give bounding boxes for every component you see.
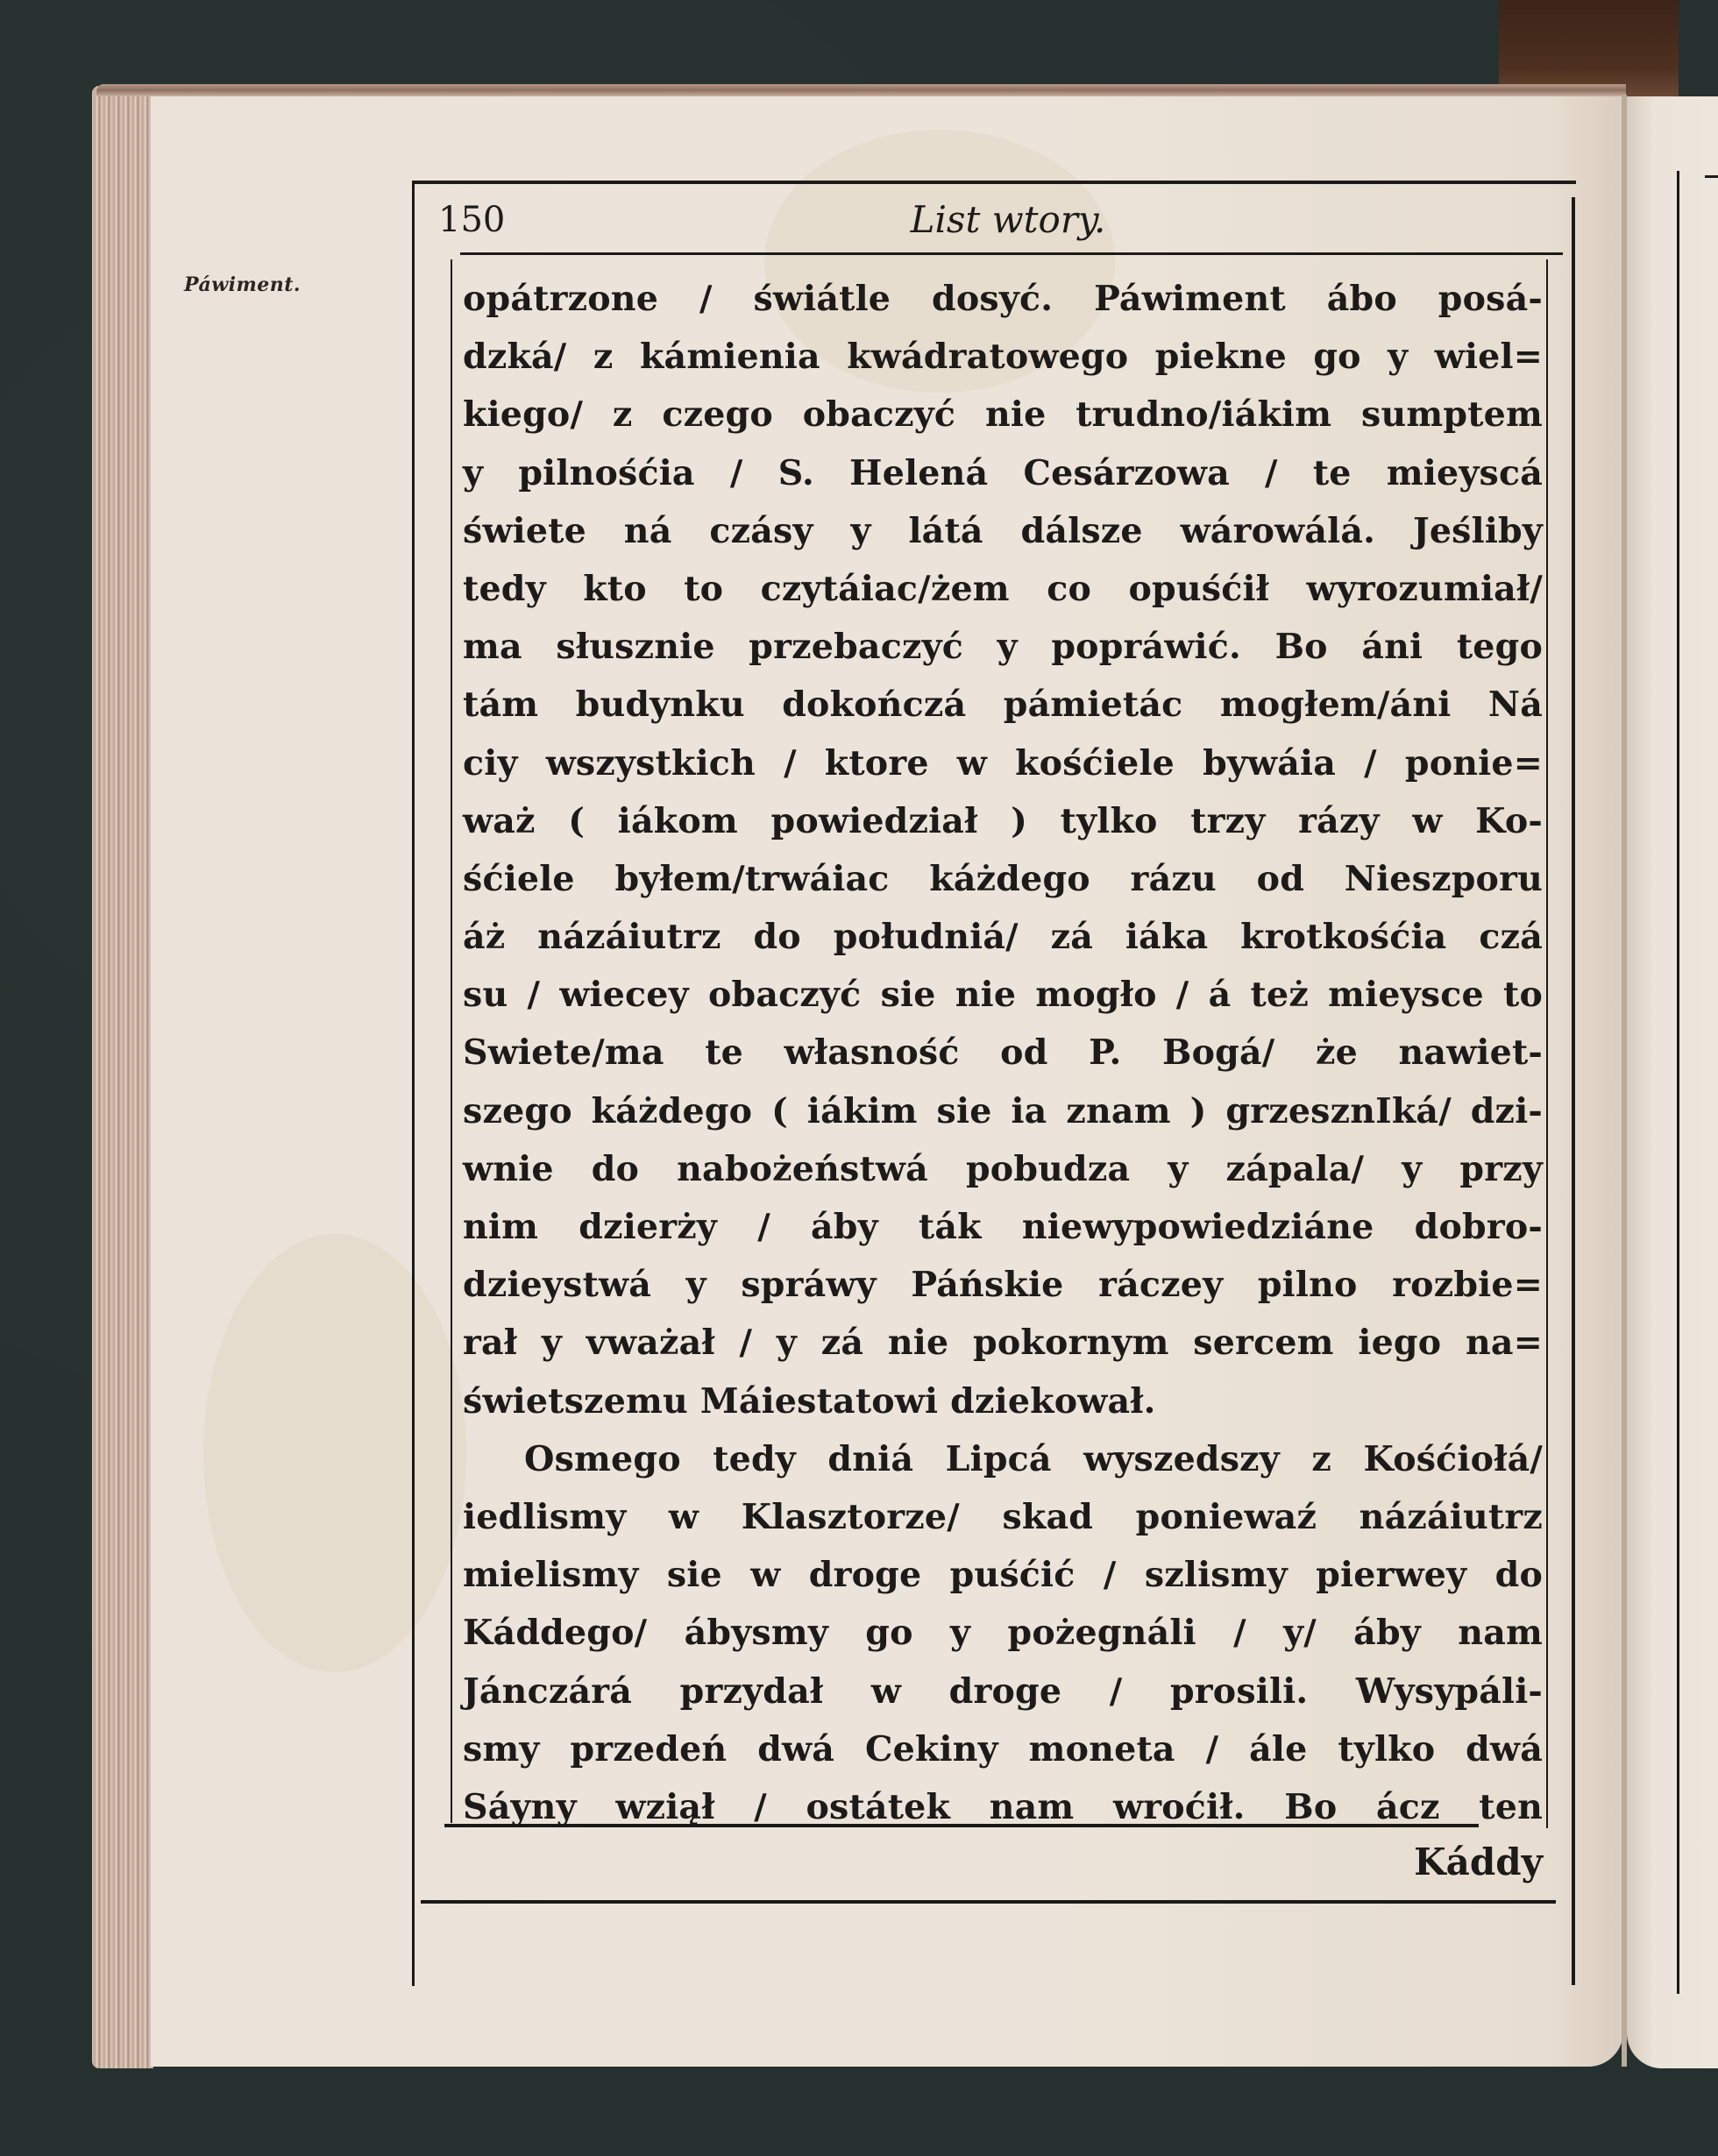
text-line: tám budynku dokończá pámietác mogłem/áni Ná bbox=[463, 684, 1543, 726]
text-line: rał y vważał / y zá nie pokornym sercem iego na= bbox=[463, 1323, 1543, 1364]
text-line: ciy wszystkich / ktore w kośćiele bywáia / ponie= bbox=[463, 742, 1543, 784]
text-line: su / wiecey obaczyć sie nie mogło / á też mieysce to bbox=[463, 975, 1543, 1016]
facing-page-top-rule bbox=[1705, 175, 1718, 178]
inner-left-rule bbox=[451, 259, 452, 1823]
text-line: świete ná czásy y látá dálsze wárowálá. Jeśliby bbox=[463, 510, 1543, 551]
page-top-edge bbox=[96, 84, 1626, 96]
text-line: Osmego tedy dniá Lipcá wyszedszy z Kośćiołá/ bbox=[524, 1438, 1543, 1479]
body-text bbox=[463, 270, 1543, 1836]
text-line: iedlismy w Klasztorze/ skad poniewaź názáiutrz bbox=[463, 1496, 1543, 1537]
text-line: Swiete/ma te własność od P. Bogá/ że nawiet- bbox=[463, 1032, 1543, 1074]
running-head: List wtory. bbox=[910, 198, 1106, 241]
frame-top-rule bbox=[412, 181, 1576, 184]
text-line: świetszemu Máiestatowi dziekował. bbox=[463, 1380, 1156, 1422]
text-line: Sáyny wziął / ostátek nam wroćił. Bo ácz ten bbox=[463, 1786, 1543, 1827]
inner-right-rule bbox=[1546, 259, 1548, 1828]
text-line: tedy kto to czytáiac/żem co opuśćił wyrozumiał/ bbox=[463, 568, 1543, 609]
frame-left-rule bbox=[412, 181, 415, 1986]
gutter bbox=[1622, 95, 1627, 2067]
text-line: dzieystwá y spráwy Páńskie ráczey pilno rozbie= bbox=[463, 1265, 1543, 1306]
text-line: nim dzierży / áby ták niewypowiedziáne dobro- bbox=[463, 1207, 1543, 1247]
text-line: áż názáiutrz do południá/ zá iáka krotkośćia czá bbox=[463, 917, 1543, 958]
text-line: szego káżdego ( iákim sie ia znam ) grzesznIká/ dzi- bbox=[463, 1090, 1543, 1131]
page-number: 150 bbox=[438, 200, 506, 240]
margin-note: Páwiment. bbox=[184, 273, 302, 296]
text-line: opátrzone / świátle dosyć. Páwiment ábo posá- bbox=[463, 279, 1543, 319]
page-edges bbox=[92, 86, 153, 2068]
text-line: Káddego/ ábysmy go y pożegnáli / y/ áby nam bbox=[463, 1613, 1543, 1654]
text-line: y pilnośćia / S. Helená Cesárzowa / te mieyscá bbox=[463, 452, 1543, 493]
text-line: waż ( iákom powiedział ) tylko trzy rázy w Ko- bbox=[463, 800, 1543, 841]
facing-page bbox=[1627, 96, 1718, 2068]
frame-right-rule bbox=[1572, 197, 1575, 1985]
text-line: mielismy sie w droge puśćić / szlismy pierwey do bbox=[463, 1555, 1543, 1596]
text-line: wnie do nabożeństwá pobudza y zápala/ y przy bbox=[463, 1148, 1543, 1189]
lower-rule bbox=[421, 1900, 1556, 1904]
text-line: ma słusznie przebaczyć y popráwić. Bo áni tego bbox=[463, 627, 1543, 668]
text-line: śćiele byłem/trwáiac káżdego rázu od Nieszporu bbox=[463, 858, 1543, 899]
text-line: kiego/ z czego obaczyć nie trudno/iákim sumptem bbox=[463, 394, 1543, 436]
text-line: dzká/ z kámienia kwádratowego piekne go y wiel= bbox=[463, 337, 1543, 378]
text-line: smy przedeń dwá Cekiny moneta / ále tylko dwá bbox=[463, 1728, 1543, 1769]
header-rule bbox=[460, 252, 1563, 255]
paper-stain bbox=[203, 1234, 466, 1672]
catchword: Káddy bbox=[1414, 1840, 1543, 1883]
text-line: Jánczárá przydał w droge / prosili. Wysypáli- bbox=[463, 1670, 1543, 1712]
facing-page-frame-rule bbox=[1677, 171, 1679, 1994]
